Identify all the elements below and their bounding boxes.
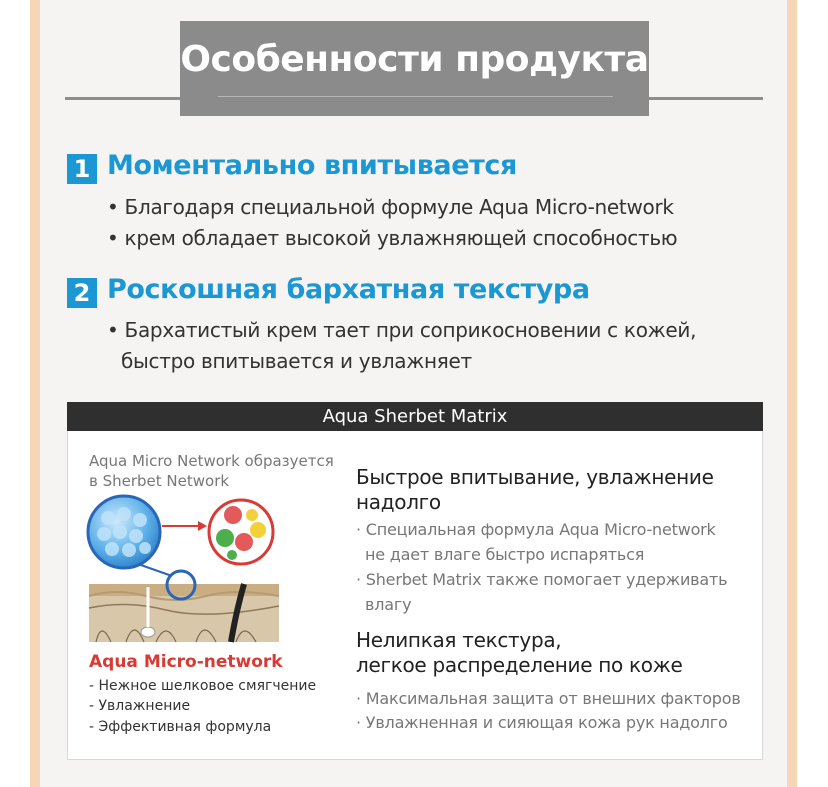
block1-item: · Специальная формула Aqua Micro-network [356, 520, 716, 539]
micro-network-illustration [86, 492, 281, 647]
benefit-item: - Увлажнение [89, 698, 191, 714]
block2-item: · Увлажненная и сияющая кожа рук надолго [356, 713, 728, 732]
block1-item: влагу [365, 595, 412, 614]
title-banner [180, 21, 649, 116]
feature-bullet: • Благодаря специальной формуле Aqua Micro-network [107, 195, 674, 219]
benefit-item: - Эффективная формула [89, 719, 272, 735]
skin-cross-section-illustration [89, 584, 279, 642]
matrix-header-label: Aqua Sherbet Matrix [322, 406, 508, 427]
feature-bullet: • крем обладает высокой увлажняющей способностью [107, 226, 678, 250]
feature-bullet: быстро впитывается и увлажняет [121, 349, 472, 373]
benefit-item: - Нежное шелковое смягчение [89, 678, 317, 694]
micro-network-title: Aqua Micro-network [89, 652, 283, 672]
right-decor-bar [787, 0, 797, 787]
block2-title: легкое распределение по коже [356, 653, 683, 677]
block1-title: Быстрое впитывание, увлажнение [356, 465, 714, 489]
matrix-caption: в Sherbet Network [89, 472, 230, 490]
title-inner-divider [218, 96, 613, 97]
page-title: Особенности продукта [180, 39, 649, 80]
block1-item: · Sherbet Matrix также помогает удерживать [356, 570, 728, 589]
feature-title: Роскошная бархатная текстура [107, 274, 590, 305]
matrix-caption: Aqua Micro Network образуется [89, 452, 334, 470]
block2-item: · Максимальная защита от внешних факторов [356, 689, 741, 708]
matrix-header [67, 402, 763, 431]
feature-number-badge: 2 [67, 278, 97, 308]
feature-title: Моментально впитывается [107, 150, 517, 181]
feature-number-badge: 1 [67, 154, 97, 184]
left-decor-bar [30, 0, 40, 787]
feature-bullet: • Бархатистый крем тает при соприкосновении с кожей, [107, 318, 697, 342]
block2-title: Нелипкая текстура, [356, 628, 562, 652]
block1-title: надолго [356, 490, 441, 514]
block1-item: не дает влаге быстро испаряться [365, 545, 645, 564]
